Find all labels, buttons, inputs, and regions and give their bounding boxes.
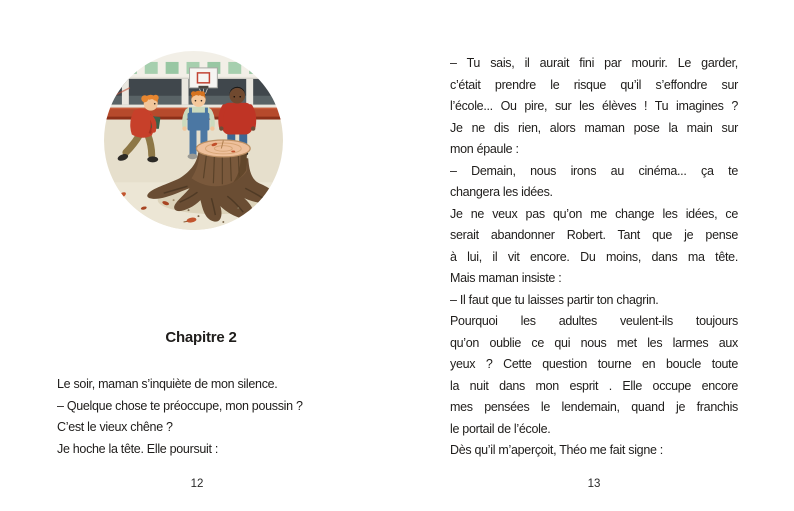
text-line: mes pensées le lendemain, quand je franchis bbox=[450, 400, 738, 414]
page-number-left: 12 bbox=[190, 478, 204, 490]
text-line: – Quelque chose te préoccupe, mon poussin ? bbox=[57, 398, 303, 413]
text-line: serait abandonner Robert. Tant que je pense bbox=[450, 228, 738, 242]
text-line: Je ne dis rien, alors maman pose la main sur bbox=[450, 120, 738, 135]
text-line: à lui, il vit encore. Du moins, dans ma tête. bbox=[450, 249, 738, 264]
text-line: C’est le vieux chêne ? bbox=[57, 420, 173, 434]
text-line: qu’on oublie ce qui nous met les larmes aux bbox=[450, 335, 738, 350]
text-line: yeux ? Cette question tourne en boucle toute bbox=[450, 357, 738, 371]
text-line: – Demain, nous irons au cinéma... ça te bbox=[450, 163, 738, 178]
page-13-text bbox=[450, 53, 738, 462]
schoolyard-stump-scene bbox=[104, 51, 283, 230]
page-number-right: 13 bbox=[587, 478, 601, 490]
text-line: la nuit dans mon esprit . Elle occupe encore bbox=[450, 378, 738, 393]
text-line: Le soir, maman s’inquiète de mon silence. bbox=[57, 377, 278, 391]
chapter-heading: Chapitre 2 bbox=[165, 329, 237, 346]
text-line: Pourquoi les adultes veulent-ils toujours bbox=[450, 314, 738, 328]
text-line: mon épaule : bbox=[450, 142, 519, 156]
text-line: le portail de l’école. bbox=[450, 421, 551, 436]
text-line: – Il faut que tu laisses partir ton chagrin. bbox=[450, 292, 659, 307]
text-line: Je hoche la tête. Elle poursuit : bbox=[57, 441, 219, 456]
text-line: Mais maman insiste : bbox=[450, 271, 562, 285]
page-12-text bbox=[57, 374, 345, 460]
text-line: l’école... Ou pire, sur les élèves ! Tu imagines ? bbox=[450, 99, 738, 113]
text-line: changera les idées. bbox=[450, 185, 553, 199]
text-line: Je ne veux pas qu’on me change les idées, ce bbox=[450, 206, 738, 221]
text-line: – Tu sais, il aurait fini par mourir. Le garder, bbox=[450, 56, 738, 70]
chapter-illustration bbox=[104, 51, 283, 230]
text-line: c’était prendre le risque qu’il s’effondre sur bbox=[450, 77, 738, 92]
text-line: Dès qu’il m’aperçoit, Théo me fait signe : bbox=[450, 443, 663, 457]
